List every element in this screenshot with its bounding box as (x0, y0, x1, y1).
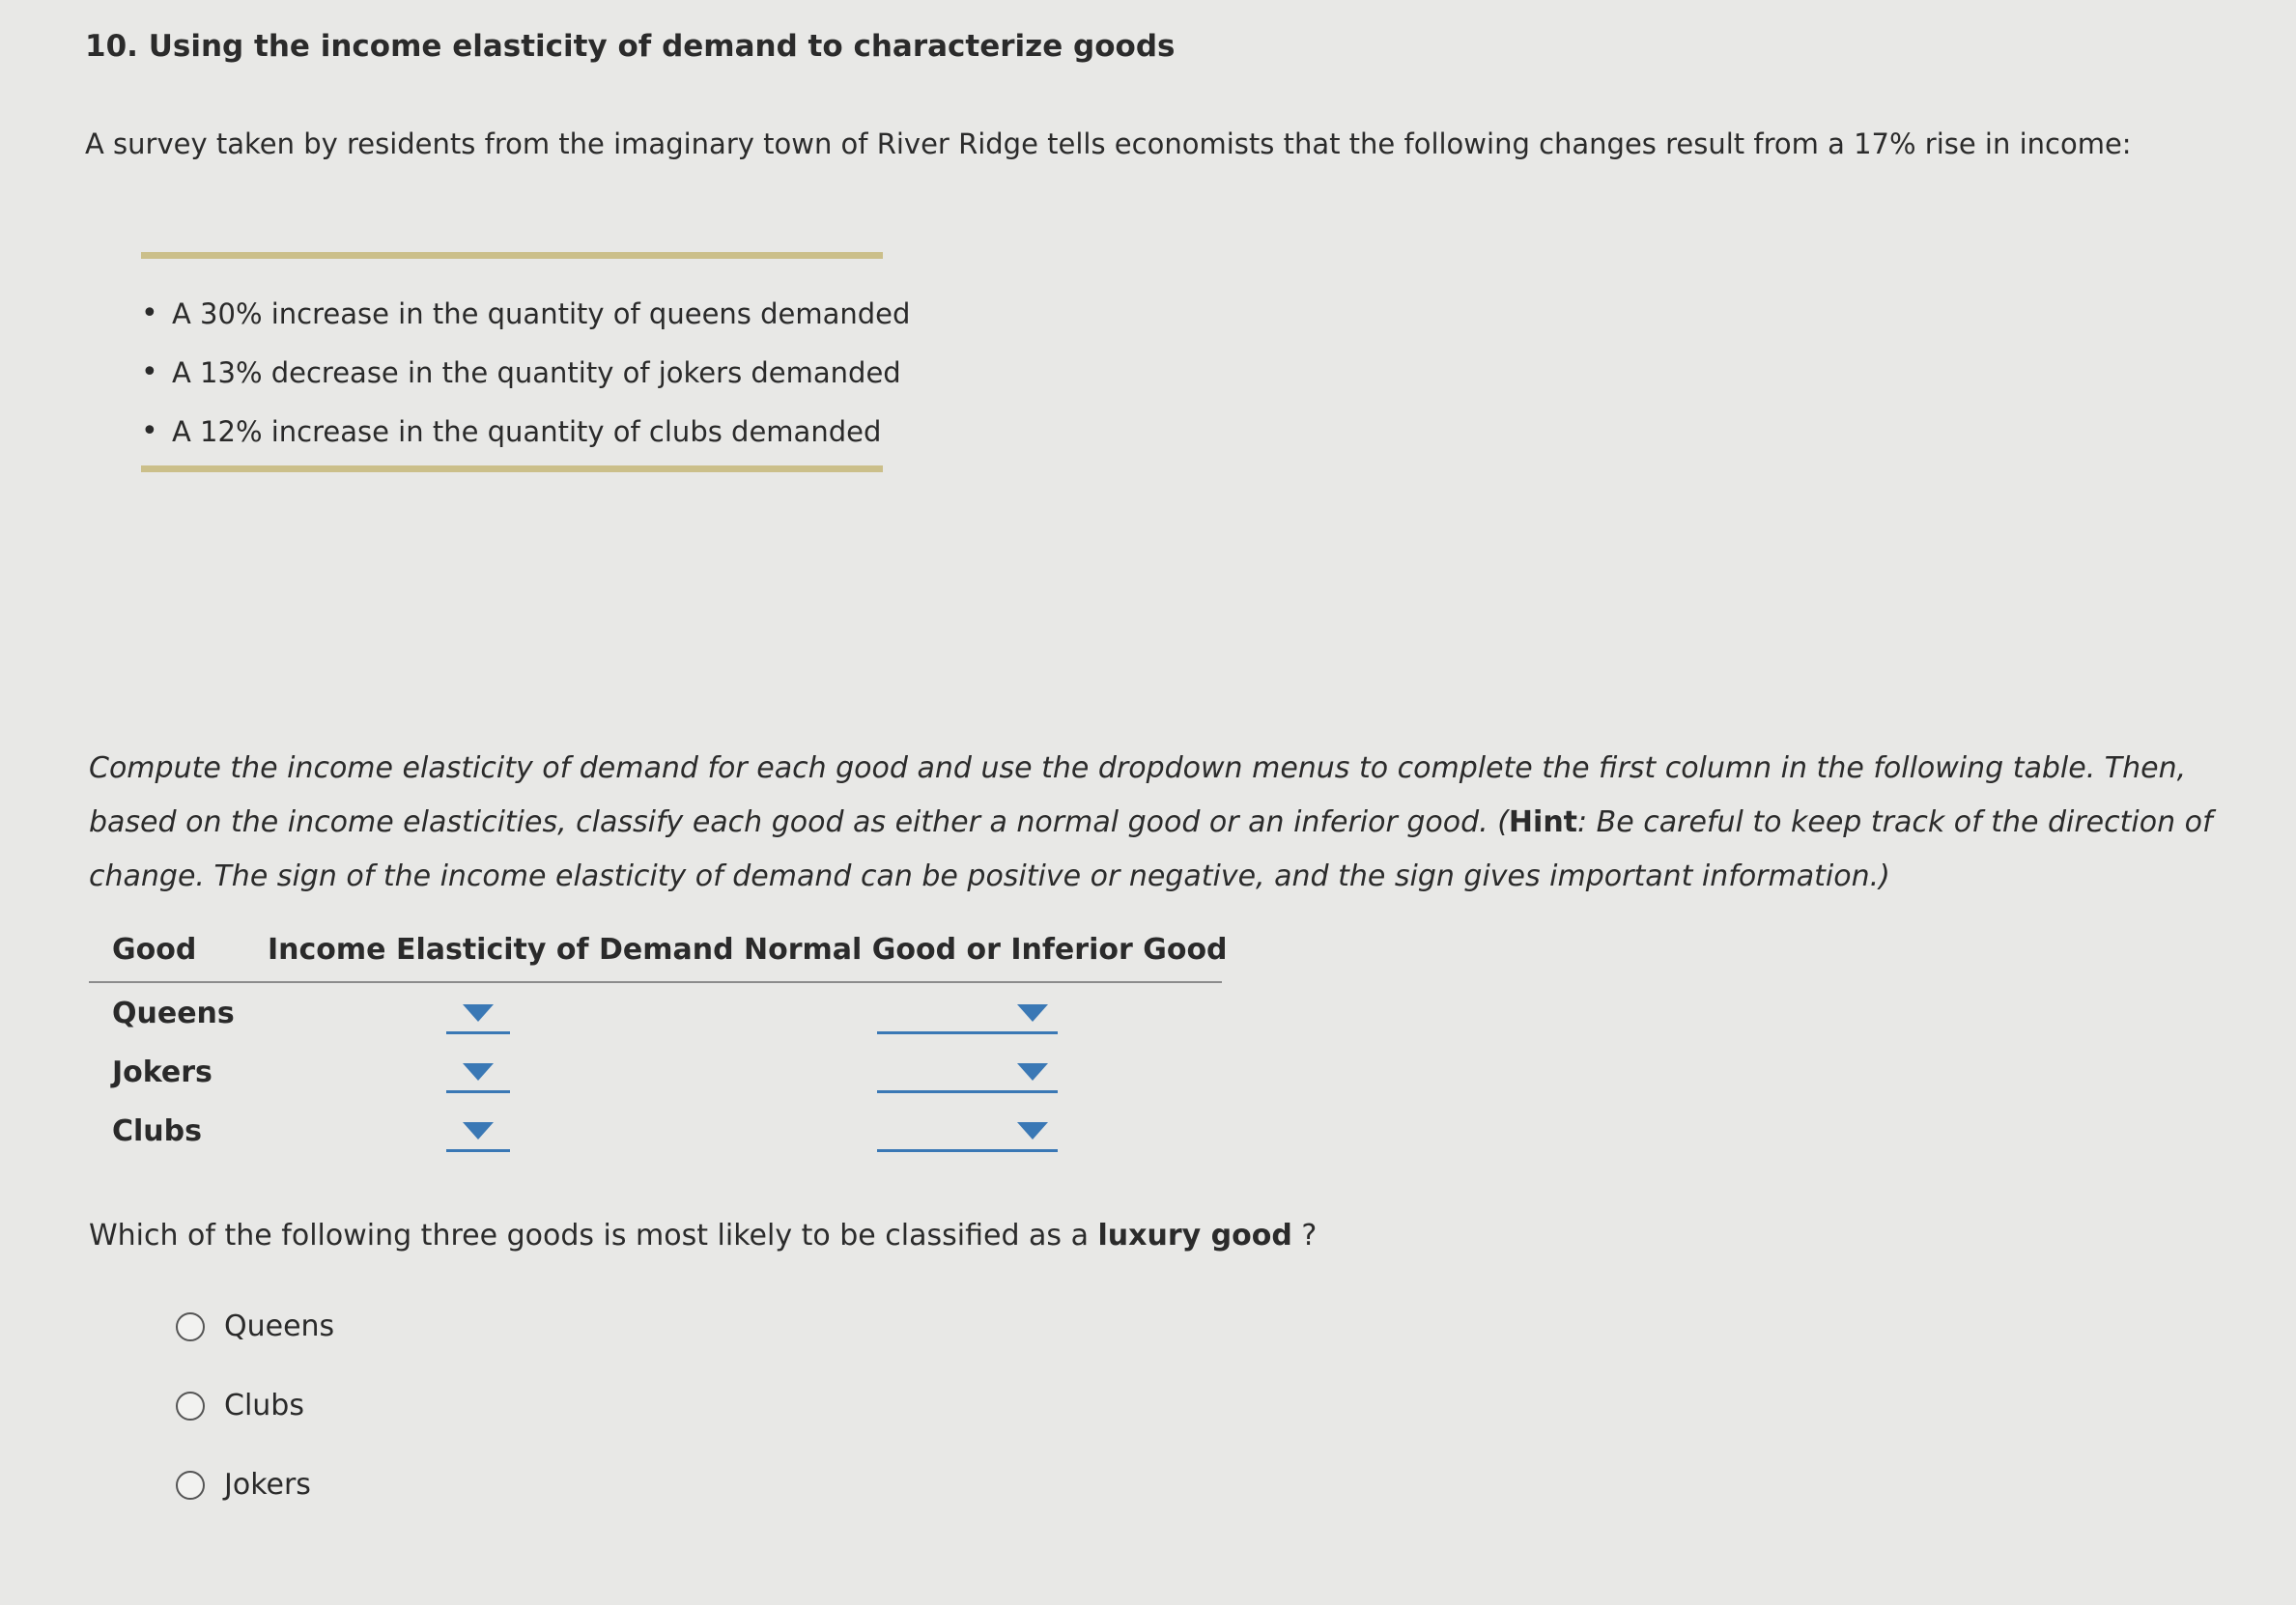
dropdown-arrow-icon (1017, 1004, 1048, 1022)
radio-icon[interactable] (176, 1392, 205, 1421)
dropdown-arrow-icon (463, 1004, 494, 1022)
table-row (89, 983, 1222, 1042)
bullet-icon: • (141, 413, 158, 448)
change-text: A 12% increase in the quantity of clubs demanded (172, 414, 882, 448)
good-name: Queens (112, 997, 235, 1030)
classification-dropdown-clubs[interactable] (877, 1111, 1058, 1152)
header-classification: Normal Good or Inferior Good (744, 933, 1228, 967)
bullet-icon: • (141, 354, 158, 389)
elasticity-dropdown-clubs[interactable] (446, 1111, 510, 1152)
top-divider (141, 252, 883, 259)
list-item (141, 284, 910, 343)
radio-label: Clubs (224, 1389, 304, 1422)
dropdown-arrow-icon (463, 1122, 494, 1140)
instructions-text (89, 742, 2214, 904)
question-intro: A survey taken by residents from the imaginary town of River Ridge tells economists that the following changes result from a 17% rise in income: (85, 127, 2132, 160)
instructions-part1: Compute the income elasticity of demand for each good and use the dropdown menus to complete the first column in the following table. Then, based on the income elasticities, classify each good as either a normal good or an inferior good. ( (89, 751, 2187, 839)
elasticity-dropdown-jokers[interactable] (446, 1052, 510, 1093)
classification-dropdown-jokers[interactable] (877, 1052, 1058, 1093)
change-text: A 13% decrease in the quantity of jokers demanded (172, 355, 901, 389)
radio-option-jokers[interactable] (176, 1468, 311, 1502)
radio-label: Queens (224, 1309, 335, 1343)
header-elasticity: Income Elasticity of Demand (268, 933, 734, 967)
changes-list (141, 284, 910, 461)
bottom-divider (141, 465, 883, 472)
radio-option-queens[interactable] (176, 1309, 334, 1343)
luxury-question-suffix: ? (1291, 1219, 1318, 1253)
radio-option-clubs[interactable] (176, 1389, 304, 1422)
instructions-part2: : Be careful to keep track of the direction of change. The sign of the income elasticity of demand can be positive or negative, and the sign gives important information.) (89, 805, 2213, 893)
luxury-question-text: Which of the following three goods is most likely to be classified as a (89, 1219, 1098, 1253)
table-row (89, 1101, 1222, 1160)
bullet-icon: • (141, 296, 158, 330)
question-title: 10. Using the income elasticity of demand to characterize goods (85, 29, 1176, 64)
dropdown-arrow-icon (1017, 1063, 1048, 1081)
elasticity-dropdown-queens[interactable] (446, 993, 510, 1034)
dropdown-arrow-icon (463, 1063, 494, 1081)
list-item (141, 343, 910, 402)
luxury-question-bold: luxury good (1097, 1219, 1292, 1253)
dropdown-arrow-icon (1017, 1122, 1048, 1140)
radio-icon[interactable] (176, 1471, 205, 1500)
luxury-question (89, 1219, 1317, 1253)
good-name: Jokers (112, 1056, 213, 1089)
good-name: Clubs (112, 1114, 202, 1148)
elasticity-table (89, 927, 1228, 1160)
table-row (89, 1042, 1222, 1101)
list-item (141, 402, 910, 461)
radio-label: Jokers (224, 1468, 311, 1502)
header-good: Good (112, 933, 197, 967)
table-header (89, 927, 1228, 983)
change-text: A 30% increase in the quantity of queens demanded (172, 296, 911, 330)
classification-dropdown-queens[interactable] (877, 993, 1058, 1034)
radio-icon[interactable] (176, 1312, 205, 1341)
hint-label: Hint (1508, 805, 1578, 839)
